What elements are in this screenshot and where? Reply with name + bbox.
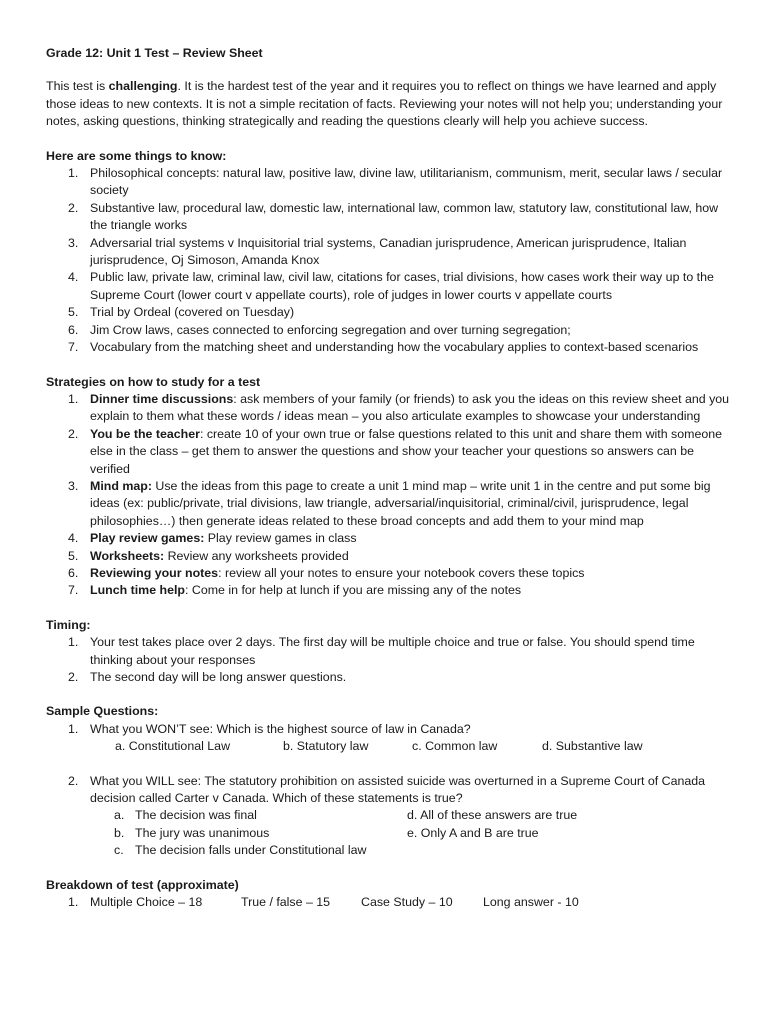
q2-row-2 [90, 825, 736, 842]
list-item: 2. You be the teacher: create 10 of your own true or false questions related to this unit and share them with someone else in the class – get them to answer the questions and show your teacher your questions so answers can be verified [68, 426, 723, 476]
list-item: 3. Adversarial trial systems v Inquisitorial trial systems, Canadian jurisprudence, American jurisprudence, Italian jurisprudence, Oj Simoson, Amanda Knox [68, 235, 687, 268]
breakdown-case-study: Case Study – 10 [361, 895, 453, 909]
breakdown-long-answer: Long answer - 10 [483, 895, 579, 909]
list-item: 1. Philosophical concepts: natural law, positive law, divine law, utilitarianism, communism, merit, secular laws / secular society [68, 166, 723, 198]
q2-option-c-letter: c. [114, 843, 124, 858]
list-item: 1. Dinner time discussions: ask members of your family (or friends) to ask you the ideas on this review sheet and you explain to them what these words / ideas mean – you also articulate examples to showcase your understanding [68, 391, 730, 424]
know-heading: Here are some things to know: [46, 148, 227, 163]
list-item: 3. Mind map: Use the ideas from this page to create a unit 1 mind map – write unit 1 in the centre and put some big ideas (ex: public/private, trial divisions, law triangle, adversarial/inquisitorial, criminal/civil, jurisprudence, legal philosophies…) then generate ideas related to these broad concepts and add them to your mind map [68, 478, 711, 528]
breakdown-true-false: True / false – 15 [241, 895, 331, 909]
samples-heading: Sample Questions: [46, 704, 159, 719]
strategies-list [46, 391, 736, 600]
list-item: 6. Jim Crow laws, cases connected to enforcing segregation and over turning segregation; [68, 322, 571, 337]
q1-option-b: b. Statutory law [283, 739, 369, 754]
know-list [46, 165, 736, 356]
q1-option-c: c. Common law [412, 739, 498, 754]
q2-option-d: d. All of these answers are true [407, 808, 578, 823]
q2-option-b-letter: b. [114, 825, 125, 840]
q2-option-e: e. Only A and B are true [407, 825, 539, 840]
list-item: 1. Multiple Choice – 18 True / false – 15 Case Study – 10 Long answer - 10 [46, 894, 736, 911]
samples-list [46, 721, 736, 860]
review-sheet-page [46, 45, 736, 928]
list-item: 5. Trial by Ordeal (covered on Tuesday) [68, 305, 295, 320]
list-item: 2. The second day will be long answer questions. [68, 670, 347, 684]
breakdown-multiple-choice: Multiple Choice – 18 [90, 895, 203, 909]
q2-option-a: The decision was final [135, 808, 257, 823]
page-title: Grade 12: Unit 1 Test – Review Sheet [46, 46, 263, 60]
q1-option-d: d. Substantive law [542, 739, 643, 754]
q1-option-a: a. Constitutional Law [115, 739, 231, 754]
breakdown-heading: Breakdown of test (approximate) [46, 877, 239, 892]
list-item: 5. Worksheets: Review any worksheets provided [68, 548, 349, 563]
intro-text-start: This test is [46, 79, 109, 94]
list-item: 4. Play review games: Play review games in class [68, 531, 357, 546]
timing-list [46, 634, 736, 686]
list-item: 6. Reviewing your notes: review all your notes to ensure your notebook covers these topics [68, 565, 585, 580]
breakdown-list [46, 894, 736, 911]
intro-text-rest: . It is the hardest test of the year and it requires you to reflect on things we have learned and apply those ideas to new contexts. It is not a simple recitation of facts. Reviewing your notes will not help you; understanding your notes, asking questions, thinking strategically and reading the questions clearly will help you achieve success. [46, 79, 723, 129]
intro-bold-word: challenging [108, 79, 178, 94]
timing-heading: Timing: [46, 617, 91, 632]
sample-question-2: 2. What you WILL see: The statutory prohibition on assisted suicide was overturned in a Supreme Court of Canada decision called Carter v Canada. Which of these statements is true? a. The decision was final d. All of these answers are true b. The jury was unanimous e. Only A and B are true c. The decision falls under Constitutional law [46, 773, 736, 860]
q2-option-b: The jury was unanimous [135, 825, 270, 840]
list-item: 7. Vocabulary from the matching sheet and understanding how the vocabulary applies to context-based scenarios [68, 340, 699, 355]
q2-option-a-letter: a. [114, 808, 125, 823]
list-item: 4. Public law, private law, criminal law, civil law, citations for cases, trial divisions, how cases work their way up to the Supreme Court (lower court v appellate courts), role of judges in lower courts v appellate courts [68, 270, 714, 302]
q1-options [90, 738, 736, 755]
intro-paragraph [46, 78, 736, 130]
sample-question-1: 1. What you WON’T see: Which is the highest source of law in Canada? a. Constitutional Law b. Statutory law c. Common law d. Substantive law [46, 721, 736, 773]
q2-option-c: The decision falls under Constitutional law [135, 843, 367, 858]
q2-row-1 [90, 807, 736, 824]
strategies-heading: Strategies on how to study for a test [46, 374, 261, 389]
q2-row-3 [90, 842, 736, 859]
list-item: 1. Your test takes place over 2 days. The first day will be multiple choice and true or false. You should spend time thinking about your responses [68, 635, 695, 667]
list-item: 7. Lunch time help: Come in for help at lunch if you are missing any of the notes [68, 583, 522, 598]
list-item: 2. Substantive law, procedural law, domestic law, international law, common law, statutory law, constitutional law, how the triangle works [68, 200, 719, 233]
